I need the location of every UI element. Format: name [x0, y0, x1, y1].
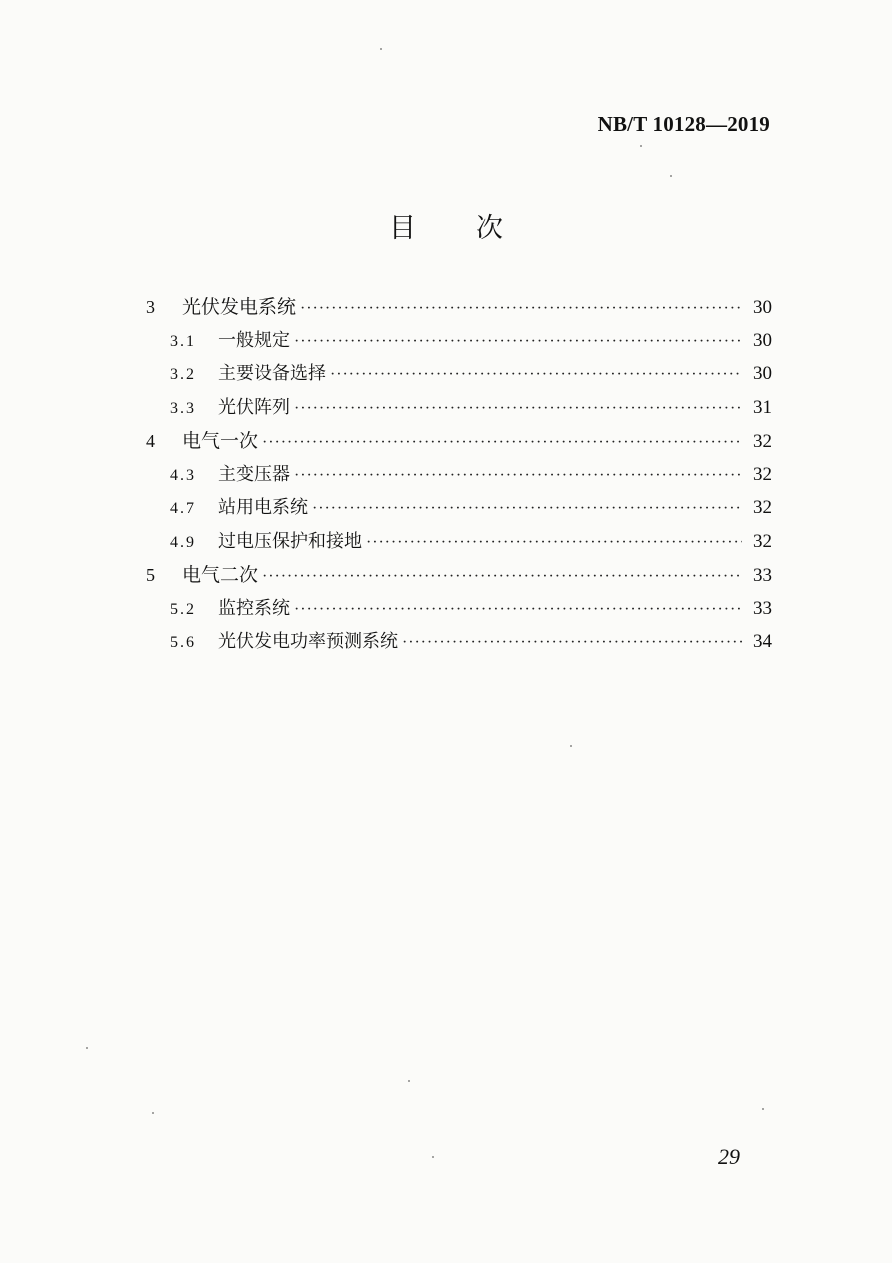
- dot-leader: [294, 601, 742, 619]
- toc-entry[interactable]: [146, 359, 772, 393]
- scan-speck: [380, 48, 382, 50]
- standard-code: NB/T 10128—2019: [597, 112, 770, 136]
- toc-entry-number: 3: [146, 297, 155, 317]
- scan-speck: [762, 1108, 764, 1110]
- toc-entry-title: 主变压器: [218, 463, 290, 485]
- dot-leader: [300, 300, 742, 318]
- toc-entry-title: 电气一次: [182, 430, 259, 452]
- scan-speck: [152, 1112, 154, 1114]
- toc-entry-number: 5.2: [170, 600, 196, 618]
- dot-leader: [312, 500, 742, 518]
- scan-speck: [408, 1080, 410, 1082]
- toc-entry-title: 光伏阵列: [218, 396, 290, 418]
- dot-leader: [330, 366, 742, 384]
- scan-speck: [570, 745, 572, 747]
- dot-leader: [402, 634, 742, 652]
- toc-entry-title: 电气二次: [182, 564, 259, 586]
- toc-entry-page: 32: [753, 463, 772, 485]
- toc-entry-number: 5: [146, 565, 155, 585]
- toc-entry-number: 3.2: [170, 366, 196, 383]
- toc-entry-title: 光伏发电系统: [182, 296, 297, 318]
- dot-leader: [262, 434, 742, 452]
- toc-entry-page: 32: [753, 497, 772, 518]
- toc-entry-page: 32: [753, 530, 772, 552]
- toc-entry[interactable]: [146, 326, 772, 360]
- toc-entry-number: 3.1: [170, 332, 196, 350]
- toc-entry[interactable]: [146, 627, 772, 661]
- toc-entry-title: 监控系统: [218, 597, 290, 619]
- toc-entry-page: 30: [753, 329, 772, 351]
- toc-entry[interactable]: [146, 493, 772, 527]
- toc-entry[interactable]: [146, 393, 772, 427]
- toc-entry-page: 32: [753, 431, 772, 452]
- toc-entry-title: 站用电系统: [218, 497, 308, 518]
- toc-entry[interactable]: [146, 460, 772, 494]
- scan-speck: [640, 145, 642, 147]
- toc-entry-number: 4.3: [170, 466, 196, 484]
- dot-leader: [262, 568, 742, 586]
- toc-entry[interactable]: [146, 426, 772, 460]
- toc-entry-number: 4.9: [170, 533, 196, 551]
- page-number: 29: [718, 1144, 740, 1169]
- toc-title: [0, 206, 892, 245]
- dot-leader: [294, 333, 742, 351]
- toc-entry[interactable]: [146, 560, 772, 594]
- toc-entry-title: 主要设备选择: [218, 363, 326, 384]
- dot-leader: [294, 400, 742, 418]
- toc-title-char: 次: [476, 213, 503, 244]
- toc-entry-title: 一般规定: [218, 329, 290, 351]
- dot-leader: [294, 467, 742, 485]
- toc-entry-page: 31: [753, 396, 772, 418]
- scan-speck: [670, 175, 672, 177]
- toc-entry-page: 30: [753, 297, 772, 318]
- toc-entry-number: 4.7: [170, 500, 196, 517]
- scan-speck: [86, 1047, 88, 1049]
- toc-entry-page: 33: [753, 597, 772, 619]
- toc-entry-title: 过电压保护和接地: [218, 530, 362, 552]
- toc-title-char: 目: [389, 213, 416, 244]
- table-of-contents: [146, 292, 772, 661]
- toc-entry-page: 30: [753, 363, 772, 384]
- toc-entry-page: 34: [753, 631, 772, 652]
- toc-entry[interactable]: [146, 292, 772, 326]
- toc-entry[interactable]: [146, 527, 772, 561]
- toc-entry-number: 3.3: [170, 399, 196, 417]
- scan-speck: [432, 1156, 434, 1158]
- toc-entry-page: 33: [753, 565, 772, 586]
- toc-entry-number: 4: [146, 431, 155, 451]
- toc-entry-title: 光伏发电功率预测系统: [218, 631, 398, 652]
- toc-entry-number: 5.6: [170, 634, 196, 651]
- toc-entry[interactable]: [146, 594, 772, 628]
- dot-leader: [366, 534, 742, 552]
